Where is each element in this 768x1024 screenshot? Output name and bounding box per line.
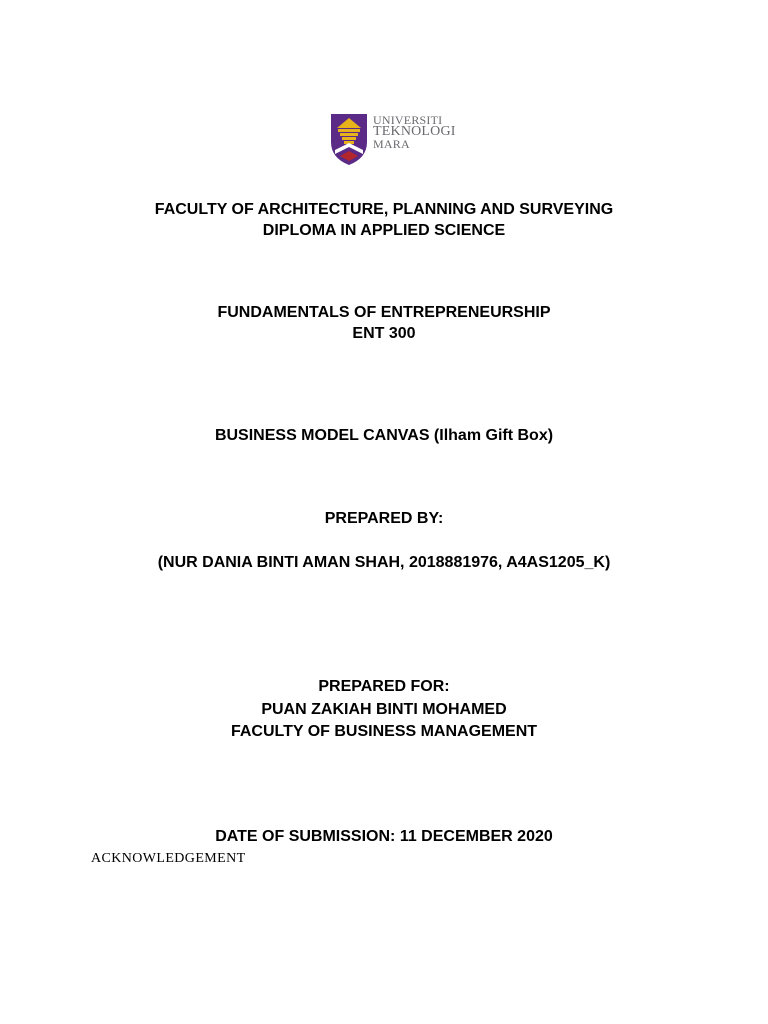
faculty-heading: FACULTY OF ARCHITECTURE, PLANNING AND SURVEYING: [154, 201, 614, 218]
logo-line-3: MARA: [373, 137, 410, 151]
uitm-wordmark: [373, 114, 456, 150]
logo-line-2: TEKNOLOGI: [373, 124, 456, 139]
course-name: FUNDAMENTALS OF ENTREPRENEURSHIP: [217, 304, 551, 321]
prepared-for-label: PREPARED FOR:: [318, 678, 450, 695]
uitm-crest-icon: [329, 112, 369, 166]
lecturer-faculty: FACULTY OF BUSINESS MANAGEMENT: [230, 723, 538, 740]
prepared-by-label: PREPARED BY:: [324, 510, 444, 527]
course-code: ENT 300: [352, 325, 416, 342]
lecturer-name: PUAN ZAKIAH BINTI MOHAMED: [261, 701, 507, 718]
logo-line-1: UNIVERSITI: [373, 113, 443, 127]
acknowledgement-heading: ACKNOWLEDGEMENT: [91, 851, 246, 866]
diploma-heading: DIPLOMA IN APPLIED SCIENCE: [262, 222, 506, 239]
prepared-by-name: (NUR DANIA BINTI AMAN SHAH, 2018881976, A4AS1205_K): [157, 554, 611, 571]
submission-date: DATE OF SUBMISSION: 11 DECEMBER 2020: [215, 828, 553, 845]
uitm-logo: [329, 112, 456, 168]
document-title: BUSINESS MODEL CANVAS (Ilham Gift Box): [214, 427, 554, 444]
